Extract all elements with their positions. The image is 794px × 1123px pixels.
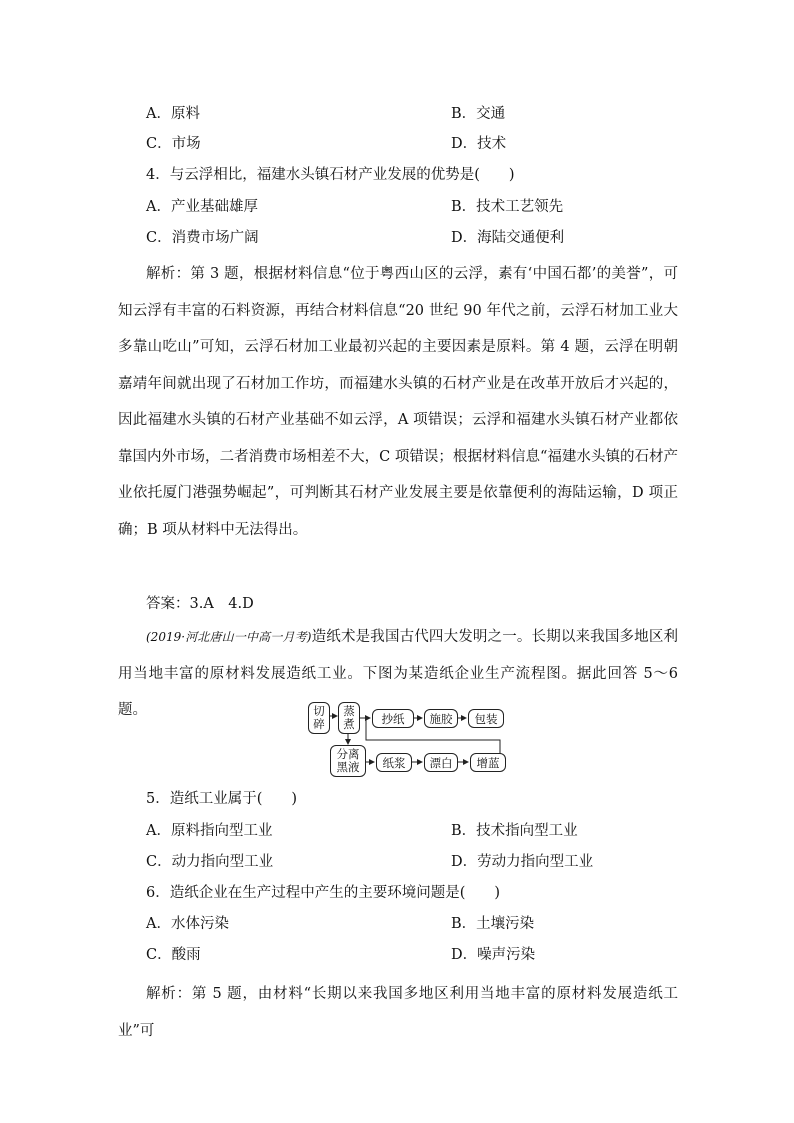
analysis-q3-q4-text: 解析：第 3 题，根据材料信息“位于粤西山区的云浮，素有‘中国石都’的美誉”，可知云浮有丰富的石料资源，再结合材料信息“20 世纪 90 年代之前，云浮石材加工业大多靠山吃山”可知，云浮石材加工业最初兴起的主要因素是原料。第 4 题，云浮在明朝嘉靖年间就出现了石材加工作坊，而福建水头镇的石材产业是在改革开放后才兴起的，因此福建水头镇的石材产业基础不如云浮，A 项错误；云浮和福建水头镇石材产业都依靠国内外市场，二者消费市场相差不大，C 项错误；根据材料信息“福建水头镇的石材产业依托厦门港强势崛起”，可判断其石材产业发展主要是依靠便利的海陆运输，D 项正确；B 项从材料中无法得出。 (118, 266, 678, 538)
analysis-q5-q6 (118, 976, 678, 1049)
analysis-q5-q6-text: 解析：第 5 题，由材料“长期以来我国多地区利用当地丰富的原材料发展造纸工业”可 (118, 986, 678, 1039)
flow-box-packing: 包装 (468, 709, 504, 728)
analysis-q3-q4 (118, 256, 678, 548)
question-source: (2019·河北唐山一中高一月考) (146, 630, 312, 644)
q3-option-b: B．交通 (451, 106, 506, 122)
flow-separate-line-2: 黑液 (336, 760, 360, 774)
flow-box-separate (330, 745, 366, 777)
q5-option-a: A．原料指向型工业 (146, 823, 273, 839)
q6-option-d: D．噪声污染 (451, 947, 536, 963)
q6-option-c: C．酸雨 (146, 947, 201, 963)
q5-option-b: B．技术指向型工业 (451, 823, 578, 839)
papermaking-flowchart (306, 700, 526, 778)
flow-box-steam (338, 702, 360, 734)
flow-steam-char-2: 煮 (343, 717, 355, 731)
flow-box-bluing: 增蓝 (470, 753, 506, 772)
q4-option-c: C．消费市场广阔 (146, 230, 259, 246)
flow-box-paper-making: 抄纸 (372, 709, 414, 728)
q4-option-d: D．海陆交通便利 (451, 230, 565, 246)
flow-box-cut (308, 702, 330, 734)
q3-option-a: A．原料 (146, 106, 200, 122)
flow-steam-char-1: 蒸 (343, 704, 355, 718)
flow-separate-line-1: 分离 (336, 747, 360, 761)
q4-stem: 4．与云浮相比，福建水头镇石材产业发展的优势是( ) (146, 167, 515, 183)
q5-stem: 5．造纸工业属于( ) (146, 791, 298, 807)
q3-option-c: C．市场 (146, 136, 201, 152)
q6-option-b: B．土壤污染 (451, 916, 535, 932)
q6-option-a: A．水体污染 (146, 916, 229, 932)
q5-option-d: D．劳动力指向型工业 (451, 854, 594, 870)
flow-box-pulp: 纸浆 (376, 753, 412, 772)
q3-option-d: D．技术 (451, 136, 507, 152)
q4-option-b: B．技术工艺领先 (451, 199, 564, 215)
q6-stem: 6．造纸企业在生产过程中产生的主要环境问题是( ) (146, 885, 501, 901)
answer-q3-q4: 答案：3.A 4.D (146, 596, 254, 612)
flow-box-bleach: 漂白 (424, 753, 458, 772)
flow-box-sizing: 施胶 (424, 709, 458, 728)
flow-cut-char-2: 碎 (313, 717, 325, 731)
intro-text: 造纸术是我国古代四大发明之一。长期以来我国多地区利用当地丰富的原材料发展造纸工业。下图为某造纸企业生产流程图。据此回答 5～6 题。 (118, 629, 678, 718)
flow-cut-char-1: 切 (313, 704, 325, 718)
q4-option-a: A．产业基础雄厚 (146, 199, 258, 215)
q5-option-c: C．动力指向型工业 (146, 854, 274, 870)
